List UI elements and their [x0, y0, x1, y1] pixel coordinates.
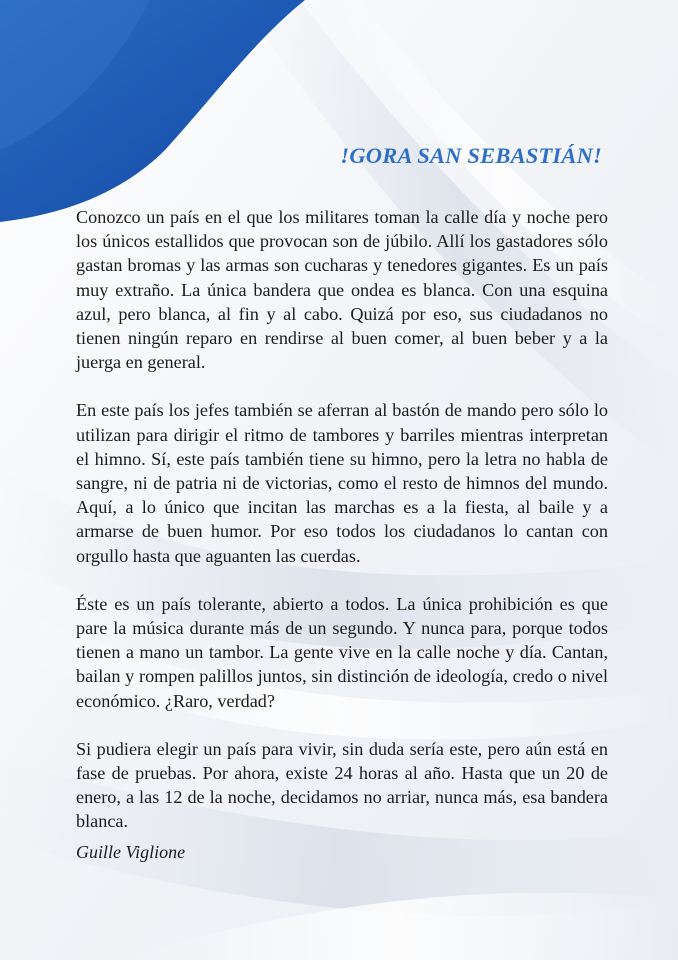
paragraph: Éste es un país tolerante, abierto a todos. La única prohibición es que pare la música durante más de un segundo. Y nunca para, porque todos tienen a mano un tambor. La gente vive en la calle noche y día. Cantan, bailan y rompen palillos juntos, sin distinción de ideología, credo o nivel económico. ¿Raro, verdad?: [76, 593, 608, 711]
article-body: [76, 205, 608, 858]
paragraph: En este país los jefes también se aferran al bastón de mando pero sólo lo utilizan para dirigir el ritmo de tambores y barriles mientras interpretan el himno. Sí, este país también tiene su himno, pero la letra no habla de sangre, ni de patria ni de victorias, como el resto de himnos del mundo. Aquí, a lo único que incitan las marchas es a la fiesta, al baile y a armarse de buen humor. Por eso todos los ciudadanos lo cantan con orgullo hasta que aguanten las cuerdas.: [76, 400, 608, 566]
paragraph: Si pudiera elegir un país para vivir, sin duda sería este, pero aún está en fase de pruebas. Por ahora, existe 24 horas al año. Hasta que un 20 de enero, a las 12 de la noche, decidamos no arriar, nunca más, esa bandera blanca.: [76, 738, 608, 832]
author-signature: Guille Viglione: [76, 842, 186, 862]
page-title: !GORA SAN SEBASTIÁN!: [340, 143, 602, 168]
paragraph: Conozco un país en el que los militares toman la calle día y noche pero los únicos estallidos que provocan son de júbilo. Allí los gastadores sólo gastan bromas y las armas son cucharas y tenedores gigantes. Es un país muy extraño. La única bandera que ondea es blanca. Con una esquina azul, pero blanca, al fin y al cabo. Quizá por eso, sus ciudadanos no tienen ningún reparo en rendirse al buen comer, al buen beber y a la juerga en general.: [76, 207, 608, 373]
